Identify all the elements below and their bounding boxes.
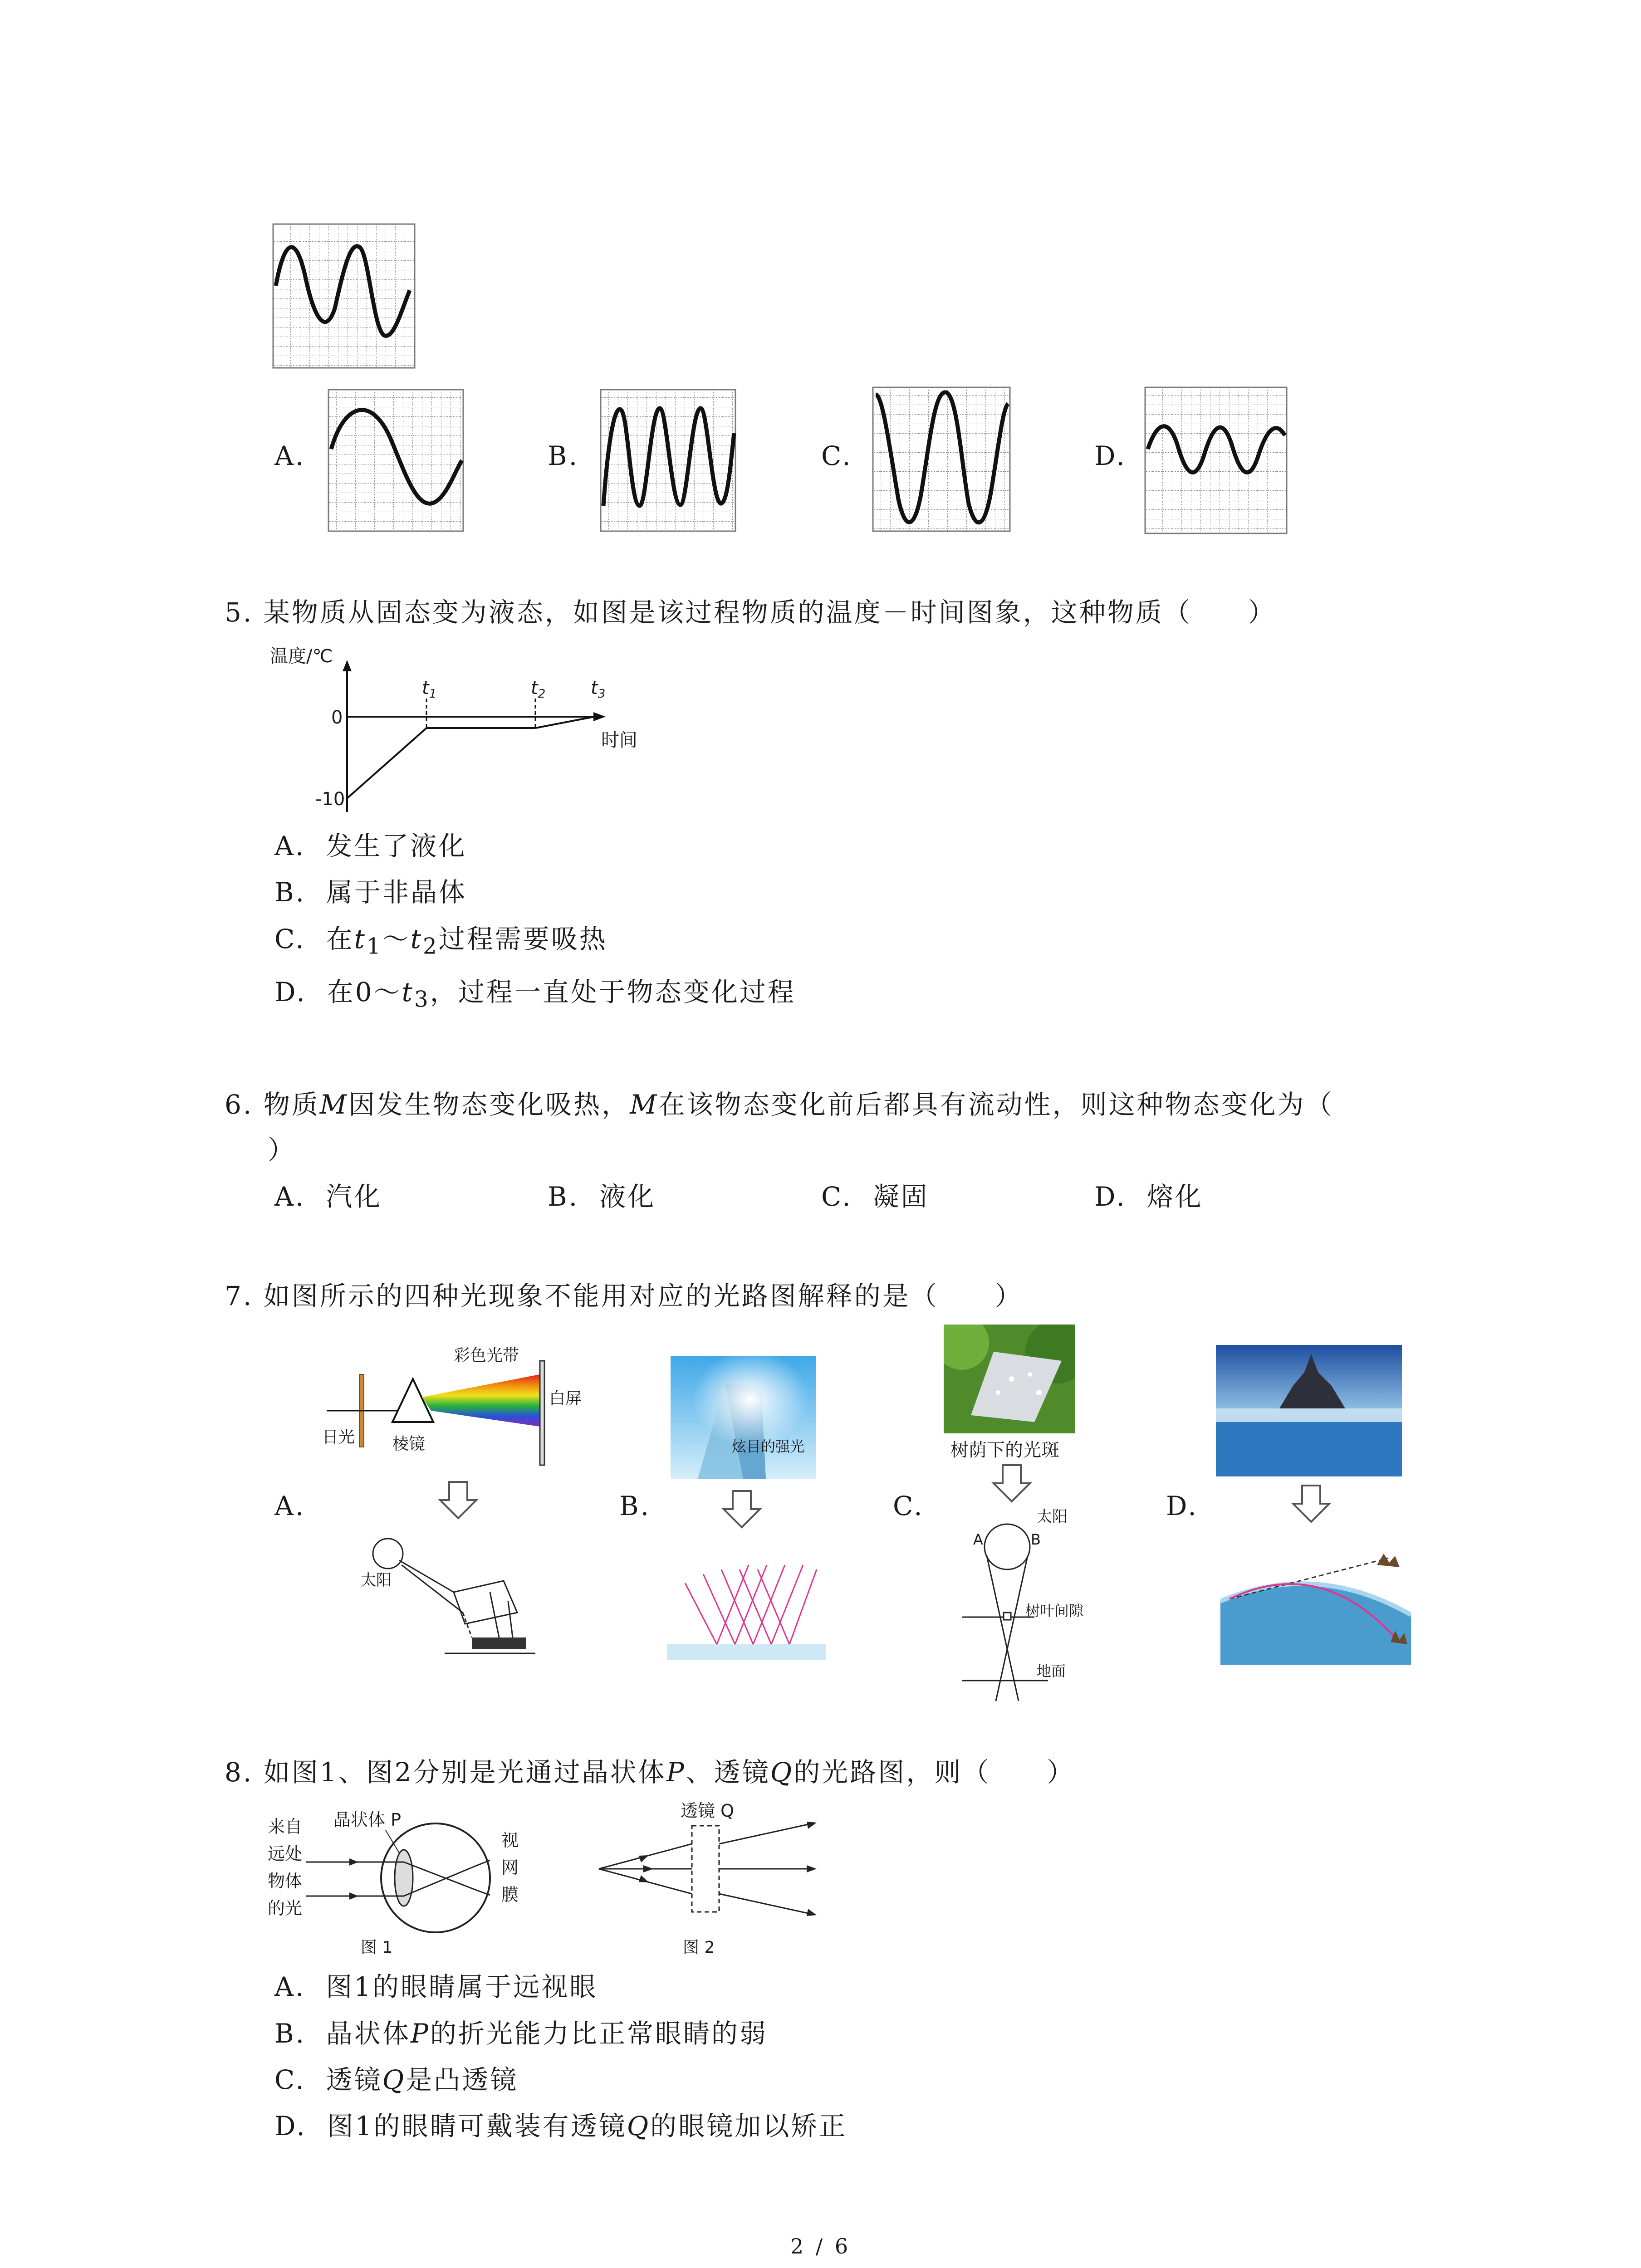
q7-c-tree-photo[interactable]: [944, 1325, 1075, 1433]
q6-option-c[interactable]: C. 凝固: [821, 1181, 929, 1212]
q5-option-b[interactable]: B. 属于非晶体: [274, 877, 467, 908]
page-number: 2 / 6: [790, 2234, 851, 2258]
q7-option-b-label: B.: [619, 1491, 651, 1521]
q8-fig1-text-2: 远处: [268, 1844, 303, 1864]
q4-option-d-label: D.: [1094, 440, 1127, 471]
q4-option-a-wave[interactable]: [327, 388, 465, 533]
q4-option-b-label: B.: [548, 440, 579, 471]
q7-b-reflection-diagram: [667, 1556, 826, 1660]
q7-c-ground-label: 地面: [1037, 1662, 1066, 1680]
q5-t3-label: $t_3$: [591, 678, 606, 701]
q8-fig1-text-3: 物体: [268, 1871, 303, 1891]
q8-fig1-text-1: 来自: [268, 1817, 303, 1837]
q5-x-axis-label: 时间: [601, 730, 637, 751]
q7-c-gap-label: 树叶间隙: [1025, 1602, 1084, 1619]
q7-a-prism-label: 棱镜: [392, 1435, 426, 1453]
q5-stem: 5. 某物质从固态变为液态，如图是该过程物质的温度－时间图象，这种物质（ ）: [225, 597, 1276, 628]
q7-stem: 7. 如图所示的四种光现象不能用对应的光路图解释的是（ ）: [225, 1281, 1023, 1311]
q6-stem: 6. 物质M因发生物态变化吸热，M在该物态变化前后都具有流动性，则这种物态变化为（: [225, 1089, 1334, 1120]
q5-temperature-graph: [268, 635, 658, 816]
q7-c-photo-label: 树荫下的光斑: [950, 1440, 1059, 1461]
q8-stem: 8. 如图1、图2分别是光通过晶状体P、透镜Q的光路图，则（ ）: [225, 1757, 1075, 1788]
q5-t2-label: $t_2$: [531, 678, 546, 701]
q7-c-pinhole-diagram: [962, 1506, 1134, 1701]
q8-option-b[interactable]: B. 晶状体P的折光能力比正常眼睛的弱: [274, 2018, 768, 2049]
q7-c-point-a: A: [973, 1531, 983, 1548]
q7-d-arrow: [1291, 1483, 1332, 1524]
q7-c-sun-label: 太阳: [1037, 1508, 1068, 1526]
q7-b-arrow: [721, 1489, 762, 1530]
q7-a-rainbow-label: 彩色光带: [454, 1346, 519, 1365]
q8-fig1-text-4: 的光: [268, 1898, 303, 1918]
q7-a-mirror-diagram: [354, 1533, 544, 1665]
q7-b-building-photo[interactable]: [671, 1356, 816, 1479]
q5-y-axis-label: 温度/℃: [270, 646, 333, 667]
q4-option-c-wave[interactable]: [871, 386, 1012, 533]
q5-y-tick-0: 0: [331, 707, 343, 728]
q5-y-tick-neg10: -10: [315, 789, 345, 810]
q7-a-sunlight-label: 日光: [322, 1428, 355, 1447]
q8-option-d[interactable]: D. 图1的眼睛可戴装有透镜Q的眼镜加以矫正: [274, 2111, 847, 2141]
q8-option-a[interactable]: A. 图1的眼睛属于远视眼: [274, 1971, 598, 2002]
q7-d-mirage-photo[interactable]: [1216, 1345, 1402, 1476]
q5-t1-label: $t_1$: [422, 678, 437, 701]
q5-option-a[interactable]: A. 发生了液化: [274, 831, 467, 861]
q8-option-c[interactable]: C. 透镜Q是凸透镜: [274, 2064, 519, 2095]
q5-option-c[interactable]: C. 在$t_1\sim t_2$过程需要吸热: [274, 924, 607, 959]
q7-option-c-label: C.: [893, 1491, 924, 1521]
q7-option-d-label: D.: [1166, 1491, 1198, 1521]
q6-option-a[interactable]: A. 汽化: [274, 1181, 382, 1212]
q8-fig1-retina-2: 网: [501, 1857, 519, 1877]
q8-fig2-lens-diagram: [590, 1796, 826, 1964]
q7-option-a-label: A.: [274, 1491, 306, 1521]
q4-reference-wave: [271, 222, 416, 370]
q8-fig2-lens-label: 透镜 Q: [681, 1801, 734, 1821]
q7-b-label: 炫目的强光: [732, 1438, 805, 1455]
q4-option-a-label: A.: [274, 440, 306, 471]
q8-fig1-retina-3: 膜: [501, 1885, 519, 1905]
q5-option-d[interactable]: D. 在$0\sim t_3$，过程一直处于物态变化过程: [274, 977, 796, 1012]
q8-fig1-eye-diagram: [268, 1803, 549, 1962]
q8-fig1-lens-label: 晶状体 P: [333, 1810, 401, 1830]
q7-c-point-b: B: [1031, 1531, 1041, 1548]
q7-c-arrow: [991, 1463, 1032, 1504]
q7-a-prism-figure[interactable]: [318, 1343, 599, 1470]
q6-option-d[interactable]: D. 熔化: [1094, 1181, 1203, 1212]
q8-fig2-caption: 图 2: [683, 1938, 715, 1957]
q4-option-c-label: C.: [821, 440, 852, 471]
q7-d-refraction-diagram: [1220, 1551, 1411, 1665]
q7-a-screen-label: 白屏: [549, 1389, 582, 1408]
q6-stem-tail: ）: [268, 1134, 296, 1165]
q4-option-d-wave[interactable]: [1143, 386, 1288, 535]
q4-option-b-wave[interactable]: [599, 388, 737, 533]
q8-fig1-retina-1: 视: [501, 1830, 519, 1850]
q6-option-b[interactable]: B. 液化: [548, 1181, 656, 1212]
q7-a-arrow: [438, 1480, 479, 1520]
q7-a-sun-label: 太阳: [361, 1571, 392, 1589]
q8-fig1-caption: 图 1: [361, 1938, 393, 1957]
